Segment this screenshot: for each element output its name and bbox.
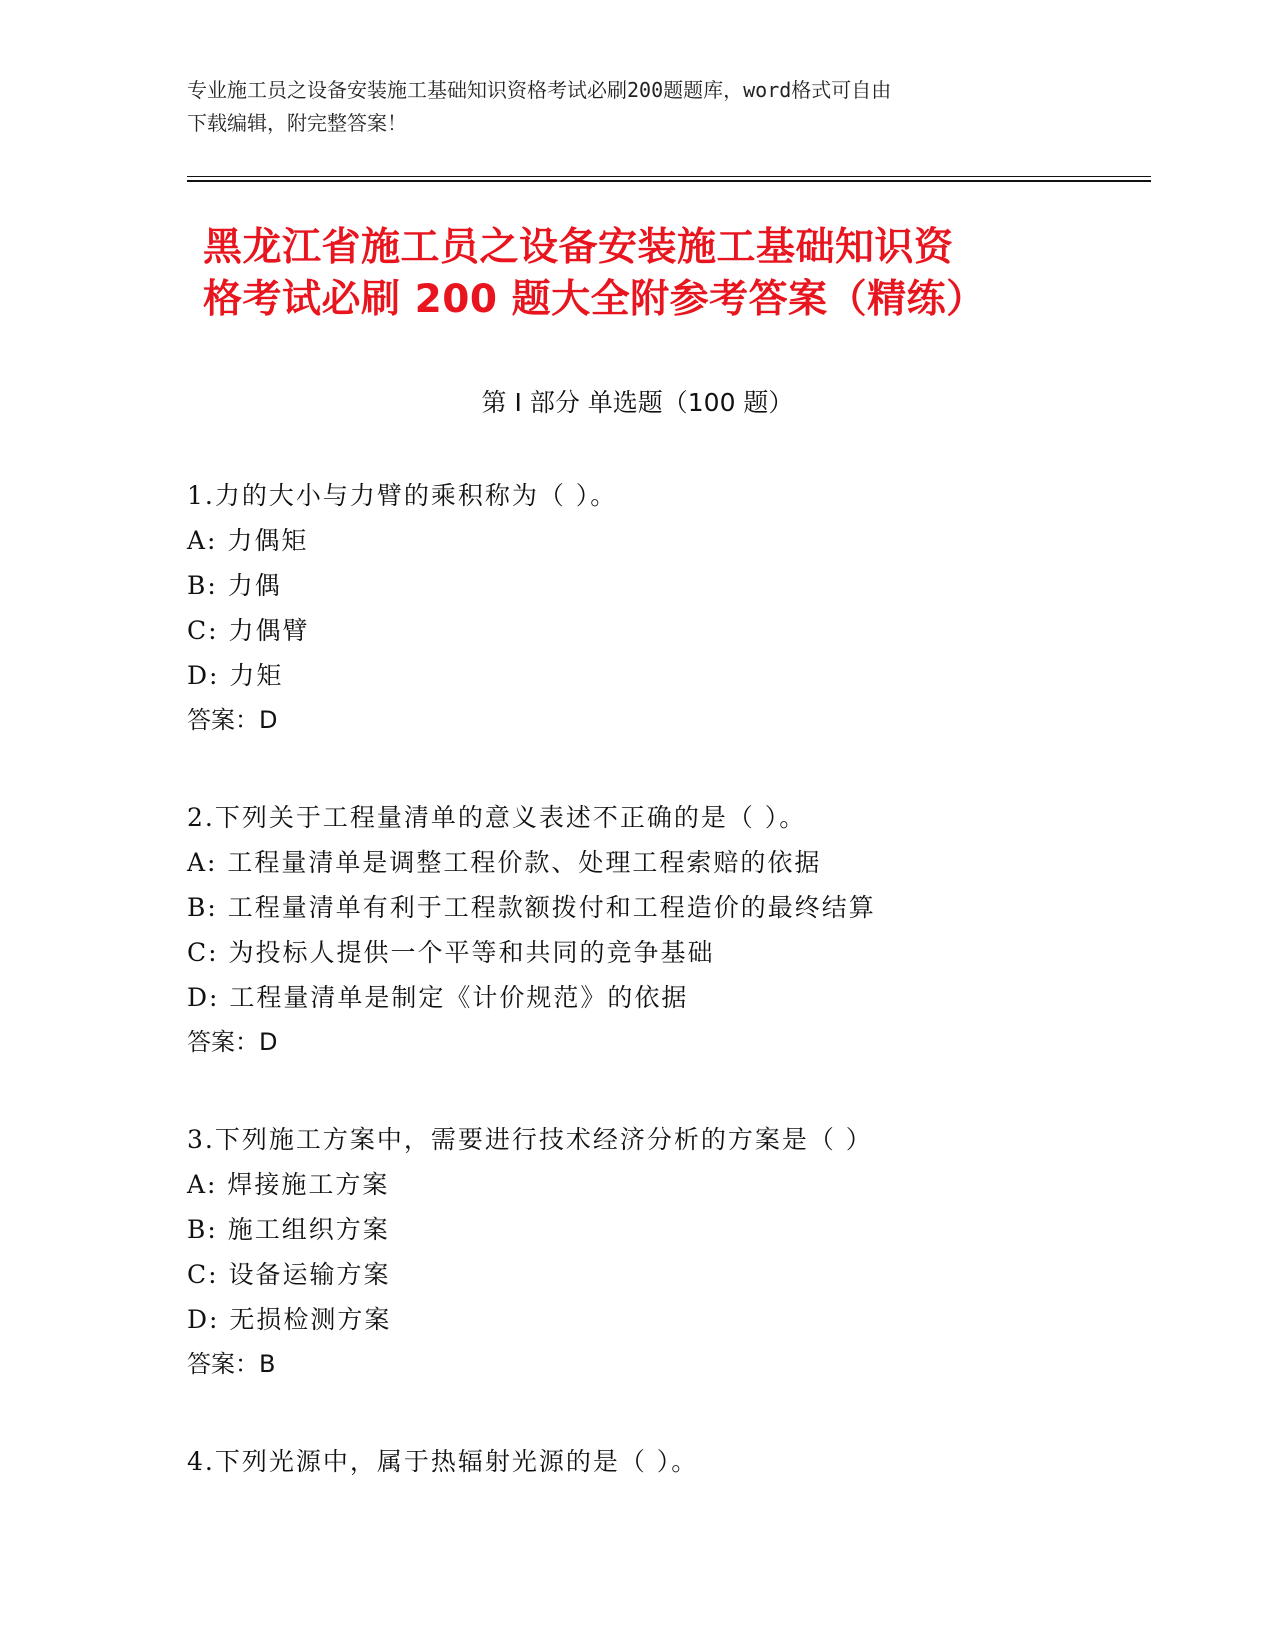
question-list: [187, 473, 1147, 1536]
header-note: [187, 74, 1087, 140]
header-note-line-1: 专业施工员之设备安装施工基础知识资格考试必刷200题题库，word格式可自由: [187, 78, 892, 102]
question-stem: 3.下列施工方案中，需要进行技术经济分析的方案是（ ）: [187, 1125, 873, 1154]
section-title: 第 I 部分 单选题（100 题）: [481, 388, 794, 417]
question-1: [187, 473, 1147, 743]
answer: 答案：D: [187, 706, 278, 734]
option-a: A: 焊接施工方案: [187, 1170, 390, 1199]
header-note-line-2: 下载编辑，附完整答案！: [187, 111, 407, 135]
answer: 答案：B: [187, 1350, 276, 1378]
option-b: B: 工程量清单有利于工程款额拨付和工程造价的最终结算: [187, 893, 876, 922]
option-d: D: 力矩: [187, 661, 284, 690]
document-title: [203, 222, 1083, 326]
question-stem: 4.下列光源中，属于热辐射光源的是（ ）。: [187, 1447, 699, 1476]
document-title-line-1: 黑龙江省施工员之设备安装施工基础知识资: [203, 225, 954, 270]
option-d: D: 工程量清单是制定《计价规范》的依据: [187, 983, 689, 1012]
header-divider-thin: [187, 176, 1151, 177]
option-c: C: 力偶臂: [187, 616, 310, 645]
header-divider-thick: [187, 180, 1151, 182]
option-c: C: 设备运输方案: [187, 1260, 391, 1289]
question-4: [187, 1439, 1147, 1484]
option-b: B: 力偶: [187, 571, 282, 600]
option-c: C: 为投标人提供一个平等和共同的竞争基础: [187, 938, 715, 967]
option-b: B: 施工组织方案: [187, 1215, 390, 1244]
option-a: A: 工程量清单是调整工程价款、处理工程索赔的依据: [187, 848, 822, 877]
question-stem: 1.力的大小与力臂的乘积称为（ ）。: [187, 481, 618, 510]
question-stem: 2.下列关于工程量清单的意义表述不正确的是（ ）。: [187, 803, 807, 832]
document-title-line-2: 格考试必刷 200 题大全附参考答案（精练）: [203, 277, 986, 322]
option-a: A: 力偶矩: [187, 526, 309, 555]
option-d: D: 无损检测方案: [187, 1305, 392, 1334]
question-3: [187, 1117, 1147, 1387]
question-2: [187, 795, 1147, 1065]
answer: 答案：D: [187, 1028, 278, 1056]
